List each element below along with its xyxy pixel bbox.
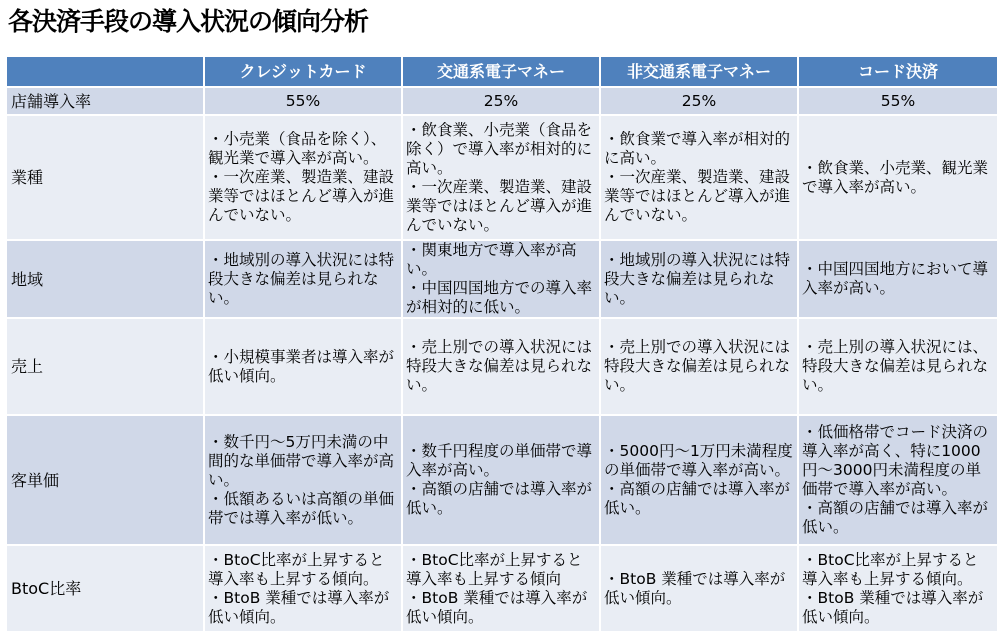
cell-industry-transit-emoney bbox=[402, 115, 600, 240]
cell-btoc-ratio-transit-emoney bbox=[402, 545, 600, 632]
cell-text: ・BtoC比率が上昇すると導入率も上昇する傾向。 bbox=[802, 550, 979, 588]
cell-text: ・低価格帯でコード決済の導入率が高く、特に1000円～3000円未満程度の単価帯で導入率が高い。 bbox=[802, 423, 989, 498]
cell-text: ・中国四国地方において導入率が高い。 bbox=[802, 260, 989, 297]
cell-industry-nontransit-emoney bbox=[600, 115, 798, 240]
cell-text: 55% bbox=[285, 91, 321, 110]
header-empty-cell bbox=[6, 56, 204, 87]
cell-text: ・中国四国地方での導入率が相対的に低い。 bbox=[406, 279, 593, 316]
cell-sales-credit-card bbox=[204, 318, 402, 415]
cell-text: ・一次産業、製造業、建設業等ではほとんど導入が進んでいない。 bbox=[604, 168, 791, 224]
cell-text: ・小規模事業者は導入率が低い傾向。 bbox=[208, 347, 395, 385]
cell-text: ・BtoB 業種では導入率が低い傾向。 bbox=[604, 569, 786, 607]
header-code-payment: コード決済 bbox=[798, 56, 998, 87]
cell-text: ・小売業（食品を除く）、観光業で導入率が高い。 bbox=[208, 130, 387, 167]
cell-text: ・数千円程度の単価帯で導入率が高い。 bbox=[406, 442, 593, 479]
cell-text: ・低額あるいは高額の単価帯では導入率が低い。 bbox=[208, 489, 395, 527]
cell-text: 25% bbox=[483, 91, 519, 110]
row-label-rate: 店舗導入率 bbox=[6, 87, 204, 115]
cell-region-transit-emoney bbox=[402, 240, 600, 318]
header-credit-card: クレジットカード bbox=[204, 56, 402, 87]
row-label-sales: 売上 bbox=[6, 318, 204, 415]
cell-sales-code-payment bbox=[798, 318, 998, 415]
cell-text: ・飲食業、小売業（食品を除く）で導入率が相対的に高い。 bbox=[406, 120, 593, 177]
cell-text: ・関東地方で導入率が高い。 bbox=[406, 241, 577, 278]
page-title: 各決済手段の導入状況の傾向分析 bbox=[8, 7, 369, 36]
cell-text: ・飲食業で導入率が相対的に高い。 bbox=[604, 130, 791, 167]
cell-industry-code-payment bbox=[798, 115, 998, 240]
payment-analysis-table bbox=[5, 55, 999, 633]
table-row-rate bbox=[6, 87, 998, 115]
cell-text: ・地域別の導入状況には特段大きな偏差は見られない。 bbox=[604, 250, 791, 307]
header-transit-emoney: 交通系電子マネー bbox=[402, 56, 600, 87]
cell-text: ・売上別の導入状況には、特段大きな偏差は見られない。 bbox=[802, 338, 989, 394]
cell-btoc-ratio-nontransit-emoney bbox=[600, 545, 798, 632]
cell-text: ・一次産業、製造業、建設業等ではほとんど導入が進んでいない。 bbox=[208, 168, 395, 224]
cell-text: ・数千円～5万円未満の中間的な単価帯で導入率が高い。 bbox=[208, 432, 395, 489]
table-row-industry bbox=[6, 115, 998, 240]
cell-text: ・BtoB 業種では導入率が低い傾向。 bbox=[208, 588, 390, 626]
cell-unit-price-transit-emoney bbox=[402, 415, 600, 545]
cell-text: ・BtoB 業種では導入率が低い傾向。 bbox=[406, 588, 588, 626]
cell-text: ・5000円～1万円未満程度の単価帯で導入率が高い。 bbox=[604, 442, 793, 479]
cell-sales-transit-emoney bbox=[402, 318, 600, 415]
table-row-btoc-ratio bbox=[6, 545, 998, 632]
cell-region-nontransit-emoney bbox=[600, 240, 798, 318]
cell-text: ・飲食業、小売業、観光業で導入率が高い。 bbox=[802, 158, 989, 196]
cell-rate-transit-emoney bbox=[402, 87, 600, 115]
header-nontransit-emoney: 非交通系電子マネー bbox=[600, 56, 798, 87]
row-label-btoc-ratio: BtoC比率 bbox=[6, 545, 204, 632]
table-row-region bbox=[6, 240, 998, 318]
table-header-row bbox=[6, 56, 998, 87]
row-label-region: 地域 bbox=[6, 240, 204, 318]
cell-text: ・地域別の導入状況には特段大きな偏差は見られない。 bbox=[208, 250, 395, 307]
cell-rate-nontransit-emoney bbox=[600, 87, 798, 115]
cell-text: 25% bbox=[681, 91, 717, 110]
cell-sales-nontransit-emoney bbox=[600, 318, 798, 415]
cell-unit-price-code-payment bbox=[798, 415, 998, 545]
cell-text: ・売上別での導入状況には特段大きな偏差は見られない。 bbox=[604, 338, 791, 394]
cell-btoc-ratio-code-payment bbox=[798, 545, 998, 632]
cell-text: ・高額の店舗では導入率が低い。 bbox=[802, 499, 989, 536]
cell-text: ・BtoB 業種では導入率が低い傾向。 bbox=[802, 588, 984, 626]
cell-text: ・売上別での導入状況には特段大きな偏差は見られない。 bbox=[406, 338, 593, 394]
row-label-unit-price: 客単価 bbox=[6, 415, 204, 545]
table-body bbox=[6, 87, 998, 632]
cell-rate-code-payment bbox=[798, 87, 998, 115]
cell-btoc-ratio-credit-card bbox=[204, 545, 402, 632]
cell-region-code-payment bbox=[798, 240, 998, 318]
cell-text: ・BtoC比率が上昇すると導入率も上昇する傾向 bbox=[406, 550, 583, 588]
table-row-unit-price bbox=[6, 415, 998, 545]
cell-region-credit-card bbox=[204, 240, 402, 318]
cell-text: 55% bbox=[880, 91, 916, 110]
cell-text: ・高額の店舗では導入率が低い。 bbox=[406, 480, 593, 517]
cell-unit-price-credit-card bbox=[204, 415, 402, 545]
cell-text: ・一次産業、製造業、建設業等ではほとんど導入が進んでいない。 bbox=[406, 177, 593, 234]
row-label-industry: 業種 bbox=[6, 115, 204, 240]
table-row-sales bbox=[6, 318, 998, 415]
cell-text: ・高額の店舗では導入率が低い。 bbox=[604, 480, 791, 517]
cell-industry-credit-card bbox=[204, 115, 402, 240]
cell-unit-price-nontransit-emoney bbox=[600, 415, 798, 545]
cell-rate-credit-card bbox=[204, 87, 402, 115]
cell-text: ・BtoC比率が上昇すると導入率も上昇する傾向。 bbox=[208, 550, 385, 588]
